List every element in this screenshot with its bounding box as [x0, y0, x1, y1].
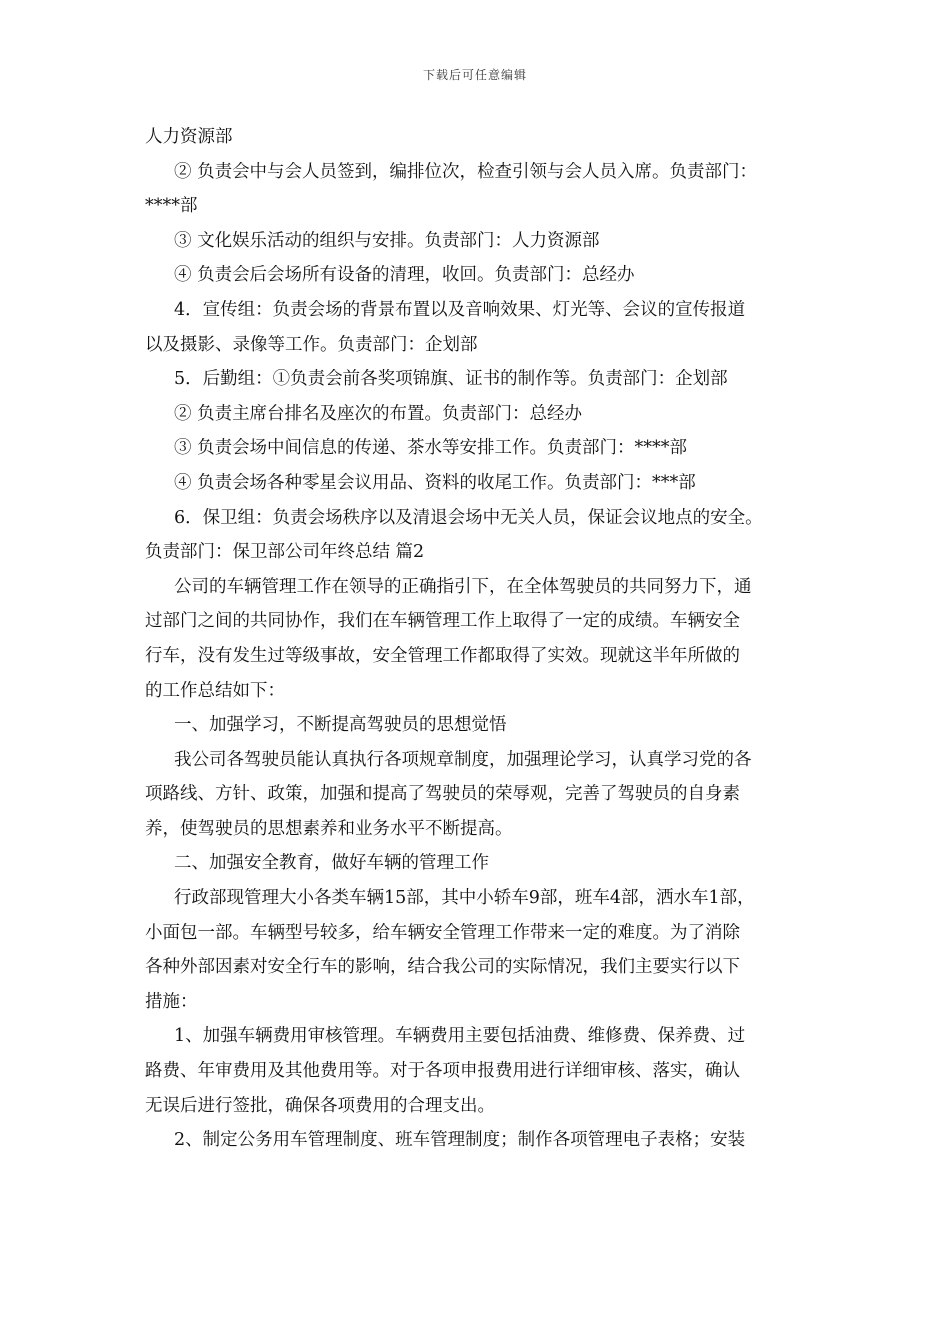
text-line: ③ 负责会场中间信息的传递、茶水等安排工作。负责部门：****部: [174, 438, 688, 459]
text-line: 行政部现管理大小各类车辆15部，其中小轿车9部，班车4部，洒水车1部，: [174, 888, 755, 909]
text-line: 项路线、方针、政策，加强和提高了驾驶员的荣辱观，完善了驾驶员的自身素: [145, 784, 740, 805]
text-line: 二、加强安全教育，做好车辆的管理工作: [174, 853, 489, 874]
text-line: 人力资源部: [145, 127, 233, 147]
text-line: 路费、年审费用及其他费用等。对于各项申报费用进行详细审核、落实，确认: [145, 1061, 740, 1082]
page-header: 下载后可任意编辑: [422, 68, 527, 82]
text-line: 小面包一部。车辆型号较多，给车辆安全管理工作带来一定的难度。为了消除: [145, 922, 740, 943]
text-line: 的工作总结如下：: [145, 680, 285, 701]
text-line: ****部: [145, 196, 198, 217]
text-line: 负责部门：保卫部公司年终总结 篇2: [145, 542, 425, 563]
text-line: 公司的车辆管理工作在领导的正确指引下，在全体驾驶员的共同努力下，通: [174, 576, 752, 597]
text-line: 行车，没有发生过等级事故，安全管理工作都取得了实效。现就这半年所做的: [145, 645, 740, 666]
text-line: 各种外部因素对安全行车的影响，结合我公司的实际情况，我们主要实行以下: [145, 957, 740, 978]
document-body: [145, 120, 810, 1158]
text-line: 过部门之间的共同协作，我们在车辆管理工作上取得了一定的成绩。车辆安全: [145, 611, 740, 632]
text-line: ② 负责会中与会人员签到，编排位次，检查引领与会人员入席。负责部门：: [174, 161, 758, 182]
text-line: 无误后进行签批，确保各项费用的合理支出。: [145, 1095, 495, 1116]
text-line: 6．保卫组：负责会场秩序以及清退会场中无关人员，保证会议地点的安全。: [174, 507, 763, 528]
text-line: ④ 负责会后会场所有设备的清理，收回。负责部门：总经办: [174, 265, 635, 286]
text-line: ④ 负责会场各种零星会议用品、资料的收尾工作。负责部门：***部: [174, 472, 696, 493]
text-line: 一、加强学习，不断提高驾驶员的思想觉悟: [174, 715, 507, 736]
text-line: 养，使驾驶员的思想素养和业务水平不断提高。: [145, 818, 513, 839]
text-line: 5．后勤组：①负责会前各奖项锦旗、证书的制作等。负责部门：企划部: [174, 369, 728, 390]
text-line: 我公司各驾驶员能认真执行各项规章制度，加强理论学习，认真学习党的各: [174, 749, 752, 770]
text-line: 4．宣传组：负责会场的背景布置以及音响效果、灯光等、会议的宣传报道: [174, 299, 746, 320]
text-line: 以及摄影、录像等工作。负责部门：企划部: [145, 334, 478, 355]
text-line: 措施：: [145, 991, 198, 1012]
text-line: ② 负责主席台排名及座次的布置。负责部门：总经办: [174, 403, 583, 424]
text-line: 1、加强车辆费用审核管理。车辆费用主要包括油费、维修费、保养费、过: [174, 1026, 746, 1047]
text-line: 2、制定公务用车管理制度、班车管理制度；制作各项管理电子表格；安装: [174, 1130, 746, 1151]
text-line: ③ 文化娱乐活动的组织与安排。负责部门：人力资源部: [174, 230, 600, 251]
